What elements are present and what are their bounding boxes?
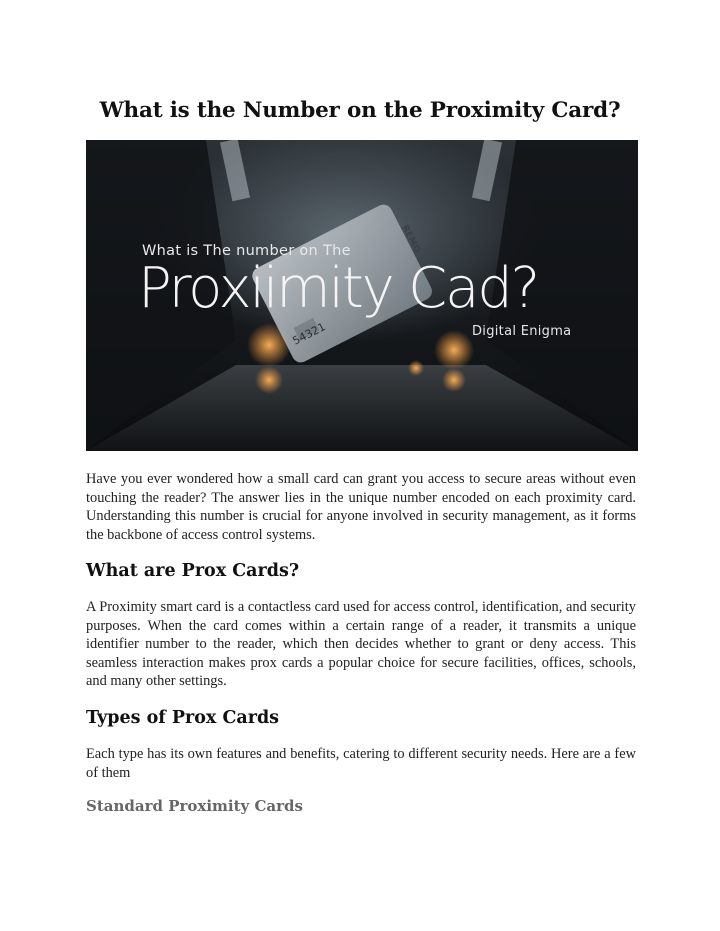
hero-main-heading: Proxiimity Cad? bbox=[138, 256, 539, 321]
section-heading-what-are-prox-cards: What are Prox Cards? bbox=[86, 561, 300, 581]
intro-paragraph: Have you ever wondered how a small card can grant you access to secure areas without even touching the reader? The answer lies in the unique number encoded on each proximity card. Understanding this number is crucial for anyone involved in security management, as it forms the backbone of access control systems. bbox=[86, 471, 636, 543]
card-number: 54321 bbox=[290, 320, 328, 348]
hero-heading-line: What is The number on The bbox=[142, 243, 351, 259]
subheading-standard-proximity-cards: Standard Proximity Cards bbox=[86, 797, 303, 815]
hero-image bbox=[86, 140, 638, 451]
section-heading-types-of-prox-cards: Types of Prox Cards bbox=[86, 708, 280, 728]
page-title: What is the Number on the Proximity Card? bbox=[99, 98, 621, 123]
hero-brand-name: Digital Enigma bbox=[472, 324, 572, 339]
section-2-paragraph: Each type has its own features and benefits, catering to different security needs. Here are a few of them bbox=[86, 746, 636, 781]
card-rotated-label: REMO bbox=[399, 223, 422, 255]
section-1-paragraph: A Proximity smart card is a contactless card used for access control, identification, and security purposes. When the card comes within a certain range of a reader, it transmits a unique identifier number to the reader, which then decides whether to grant or deny access. This seamless interaction makes prox cards a popular choice for secure facilities, offices, schools, and many other settings. bbox=[86, 599, 636, 690]
